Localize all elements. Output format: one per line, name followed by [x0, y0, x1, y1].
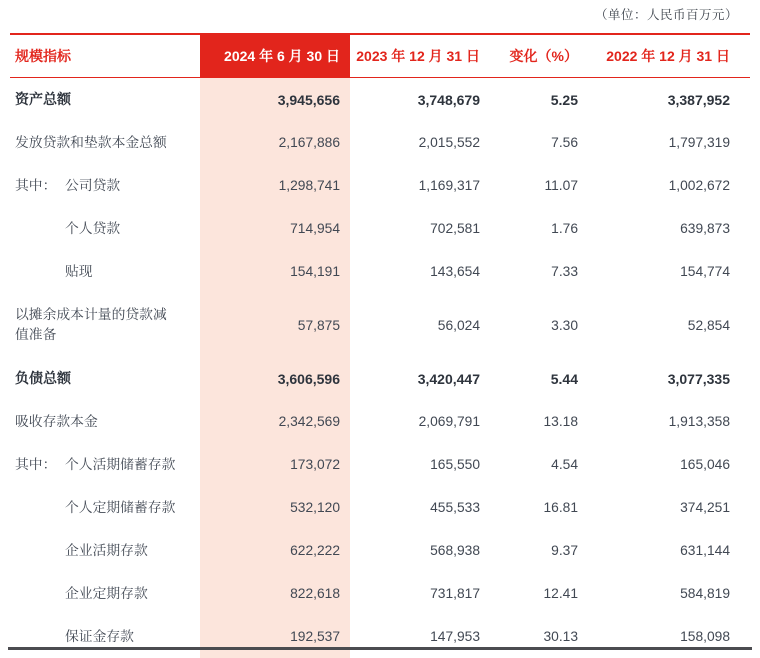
row-label-text: 个人定期储蓄存款 [65, 499, 176, 515]
scale-indicators-table [10, 33, 750, 658]
value-2024: 822,618 [200, 572, 350, 615]
change-pct-value: 13.18 [543, 414, 578, 429]
value-2023: 2,015,552 [418, 135, 480, 150]
change-pct-value: 11.07 [544, 178, 578, 193]
value-2024: 622,222 [200, 529, 350, 572]
value-2023: 702,581 [430, 221, 480, 236]
row-label-text: 吸收存款本金 [15, 413, 98, 429]
value-2024: 2,342,569 [200, 400, 350, 443]
value-2022: 158,098 [680, 629, 730, 644]
table-row [10, 357, 750, 400]
row-label [10, 357, 200, 400]
value-2024: 192,537 [200, 615, 350, 658]
change-pct-value: 4.54 [551, 457, 578, 472]
row-label-prefix: 其中： [15, 456, 57, 472]
row-label-text: 公司贷款 [65, 177, 121, 193]
value-2023: 731,817 [430, 586, 480, 601]
row-label-text: 负债总额 [15, 370, 71, 387]
row-label-text: 企业定期存款 [65, 585, 148, 601]
change-pct-value: 5.44 [550, 370, 578, 387]
value-2024: 57,875 [200, 293, 350, 357]
value-2022: 154,774 [680, 264, 730, 279]
value-2024: 3,945,656 [200, 78, 350, 121]
row-label-text: 个人活期储蓄存款 [65, 456, 176, 472]
table-row [10, 121, 750, 164]
table-row [10, 78, 750, 121]
row-label-text: 贴现 [65, 263, 93, 279]
row-label [10, 529, 200, 572]
table-row [10, 400, 750, 443]
table-row [10, 293, 750, 357]
change-pct-value: 7.33 [551, 264, 578, 279]
row-label-text: 企业活期存款 [65, 542, 148, 558]
table-row [10, 207, 750, 250]
value-2022: 374,251 [680, 500, 730, 515]
header-2022-12-31: 2022 年 12 月 31 日 [606, 48, 730, 64]
row-label [10, 400, 200, 443]
value-2022: 52,854 [687, 317, 730, 333]
value-2023: 147,953 [430, 629, 480, 644]
row-label-prefix: 其中： [15, 177, 57, 193]
value-2023: 2,069,791 [418, 414, 480, 429]
value-2022: 639,873 [680, 221, 730, 236]
row-label [10, 164, 200, 207]
value-2022: 584,819 [680, 586, 730, 601]
row-label-text: 保证金存款 [65, 628, 134, 644]
value-2022: 631,144 [680, 543, 730, 558]
table-row [10, 615, 750, 658]
header-2024-06-30: 2024 年 6 月 30 日 [200, 33, 350, 79]
row-label [10, 486, 200, 529]
row-label-text: 个人贷款 [65, 220, 121, 236]
change-pct-value: 9.37 [551, 543, 578, 558]
value-2023: 3,420,447 [417, 370, 480, 387]
row-label-text: 发放贷款和垫款本金总额 [15, 134, 167, 150]
change-pct-value: 12.41 [543, 586, 578, 601]
value-2022: 3,077,335 [667, 370, 730, 387]
value-2024: 3,606,596 [200, 357, 350, 400]
row-label [10, 293, 200, 357]
value-2023: 455,533 [430, 500, 480, 515]
header-change-pct: 变化（%） [509, 48, 578, 64]
header-2023-12-31: 2023 年 12 月 31 日 [356, 48, 480, 64]
table-row [10, 486, 750, 529]
row-label [10, 572, 200, 615]
table-row [10, 164, 750, 207]
value-2024: 714,954 [200, 207, 350, 250]
row-label [10, 78, 200, 121]
value-2024: 173,072 [200, 443, 350, 486]
row-label [10, 615, 200, 658]
value-2024: 2,167,886 [200, 121, 350, 164]
value-2022: 1,913,358 [668, 414, 730, 429]
change-pct-value: 16.81 [543, 500, 578, 515]
row-label-text: 以摊余成本计量的贷款减值准备 [15, 307, 167, 342]
row-label [10, 250, 200, 293]
unit-note: （单位：人民币百万元） [594, 8, 738, 22]
change-pct-value: 5.25 [550, 91, 578, 108]
table-row [10, 250, 750, 293]
value-2022: 1,002,672 [668, 178, 730, 193]
value-2023: 1,169,317 [418, 178, 480, 193]
change-pct-value: 30.13 [543, 629, 578, 644]
table-row [10, 529, 750, 572]
row-label [10, 207, 200, 250]
change-pct-value: 3.30 [551, 317, 578, 333]
row-label [10, 121, 200, 164]
header-indicator: 规模指标 [15, 48, 71, 64]
value-2023: 3,748,679 [417, 91, 480, 108]
table-row [10, 443, 750, 486]
table-body [10, 78, 750, 658]
value-2024: 154,191 [200, 250, 350, 293]
value-2024: 1,298,741 [200, 164, 350, 207]
value-2023: 165,550 [430, 457, 480, 472]
row-label [10, 443, 200, 486]
change-pct-value: 1.76 [551, 221, 578, 236]
value-2022: 3,387,952 [667, 91, 730, 108]
table-header-row [10, 33, 750, 78]
value-2023: 143,654 [430, 264, 480, 279]
row-label-text: 资产总额 [15, 91, 71, 108]
value-2022: 1,797,319 [668, 135, 730, 150]
table-row [10, 572, 750, 615]
value-2023: 568,938 [430, 543, 480, 558]
change-pct-value: 7.56 [551, 135, 578, 150]
value-2023: 56,024 [437, 317, 480, 333]
value-2022: 165,046 [680, 457, 730, 472]
value-2024: 532,120 [200, 486, 350, 529]
